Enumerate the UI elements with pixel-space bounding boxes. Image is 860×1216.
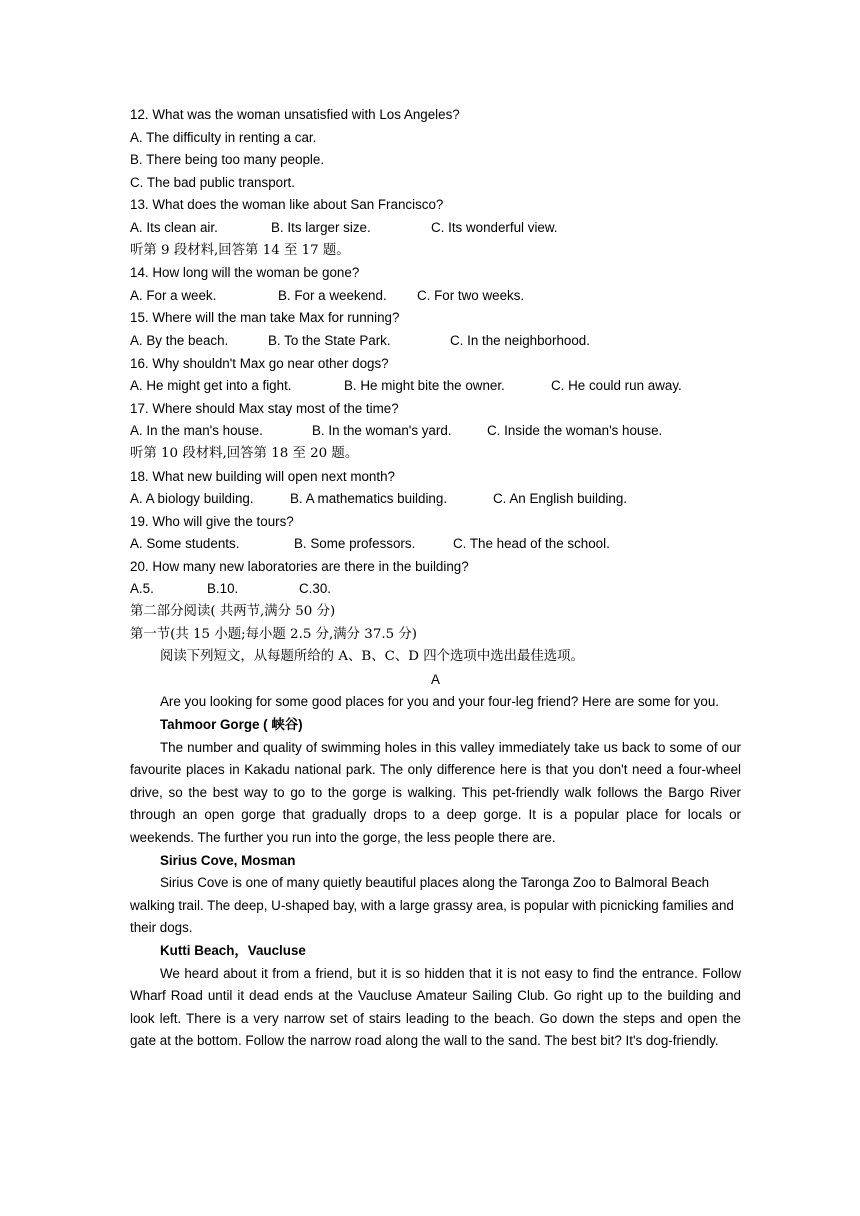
question-12-option-b: B. There being too many people. <box>130 152 325 168</box>
question-15: 15. Where will the man take Max for running? <box>130 310 400 326</box>
question-14-option-c: C. For two weeks. <box>417 287 525 303</box>
question-13-option-b: B. Its larger size. <box>271 219 371 235</box>
question-20: 20. How many new laboratories are there in the building? <box>130 558 469 574</box>
question-12: 12. What was the woman unsatisfied with Los Angeles? <box>130 107 460 122</box>
question-15-option-b: B. To the State Park. <box>268 332 391 348</box>
question-18-option-c: C. An English building. <box>493 491 627 507</box>
question-19-options <box>130 533 741 556</box>
question-18-options <box>130 488 741 511</box>
question-18: 18. What new building will open next month? <box>130 468 395 484</box>
section-9-instruction: 听第 9 段材料,回答第 14 至 17 题。 <box>130 242 350 258</box>
question-15-options <box>130 330 741 353</box>
question-12-option-c: C. The bad public transport. <box>130 174 295 190</box>
question-19-option-a: A. Some students. <box>130 536 240 552</box>
question-13-option-c: C. Its wonderful view. <box>431 219 558 235</box>
question-16-options <box>130 375 741 398</box>
question-19: 19. Who will give the tours? <box>130 513 294 529</box>
reading-part-title: 第二部分阅读( 共两节,满分 50 分) <box>130 604 336 620</box>
document-page <box>130 104 741 1053</box>
question-16-option-b: B. He might bite the owner. <box>344 378 505 394</box>
question-20-option-a: A.5. <box>130 581 154 597</box>
question-14-options <box>130 285 741 308</box>
question-14: 14. How long will the woman be gone? <box>130 265 360 281</box>
question-17-option-c: C. Inside the woman's house. <box>487 423 663 439</box>
question-17-option-b: B. In the woman's yard. <box>312 423 452 439</box>
question-13-options <box>130 217 741 240</box>
passage-intro: Are you looking for some good places for you and your four-leg friend? Here are some for you. <box>160 694 719 710</box>
question-12-option-a: A. The difficulty in renting a car. <box>130 129 317 145</box>
question-13: 13. What does the woman like about San Francisco? <box>130 197 444 213</box>
question-17-options <box>130 420 741 443</box>
question-20-options <box>130 578 741 601</box>
question-19-option-c: C. The head of the school. <box>453 536 610 552</box>
place-2-text: Sirius Cove is one of many quietly beautiful places along the Taronga Zoo to Balmoral Beach walking trail. The deep, U-shaped bay, with a large grassy area, is popular with picnicking families and their dogs. <box>130 875 734 936</box>
question-16: 16. Why shouldn't Max go near other dogs? <box>130 355 389 371</box>
passage-letter: A <box>431 671 440 687</box>
place-1-title: Tahmoor Gorge ( 峡谷) <box>160 717 303 733</box>
question-18-option-b: B. A mathematics building. <box>290 491 448 507</box>
question-15-option-c: C. In the neighborhood. <box>450 332 590 348</box>
question-15-option-a: A. By the beach. <box>130 332 229 348</box>
question-17: 17. Where should Max stay most of the time? <box>130 400 399 416</box>
reading-section-title: 第一节(共 15 小题;每小题 2.5 分,满分 37.5 分) <box>130 626 417 642</box>
question-18-option-a: A. A biology building. <box>130 491 254 507</box>
question-20-option-b: B.10. <box>207 581 239 597</box>
question-16-option-c: C. He could run away. <box>551 378 682 394</box>
question-19-option-b: B. Some professors. <box>294 536 416 552</box>
question-20-option-c: C.30. <box>299 581 332 597</box>
place-3-text: We heard about it from a friend, but it is so hidden that it is not easy to find the entrance. Follow Wharf Road until it dead ends at the Vaucluse Amateur Sailing Club. Go right up to the building and look left. There is a very narrow set of stairs leading to the beach. Go down the steps and open the gate at the bottom. Follow the narrow road along the wall to the sand. The best bit? It's dog-friendly. <box>130 965 741 1049</box>
reading-instruction: 阅读下列短文，从每题所给的 A、B、C、D 四个选项中选出最佳选项。 <box>160 649 584 665</box>
section-10-instruction: 听第 10 段材料,回答第 18 至 20 题。 <box>130 445 359 461</box>
place-2-title: Sirius Cove, Mosman <box>160 852 296 868</box>
question-17-option-a: A. In the man's house. <box>130 423 263 439</box>
question-13-option-a: A. Its clean air. <box>130 219 218 235</box>
question-14-option-a: A. For a week. <box>130 287 217 303</box>
question-16-option-a: A. He might get into a fight. <box>130 378 292 394</box>
place-1-text: The number and quality of swimming holes in this valley immediately take us back to some of our favourite places in Kakadu national park. The only difference here is that you don't need a four-wheel drive, so the best way to go to the gorge is walking. This pet-friendly walk follows the Bargo River through an open gorge that gradually drops to a deep gorge. It is a popular place for locals or weekends. The further you run into the gorge, the less people there are. <box>130 739 741 845</box>
place-3-title: Kutti Beach，Vaucluse <box>160 942 306 958</box>
question-14-option-b: B. For a weekend. <box>278 287 387 303</box>
